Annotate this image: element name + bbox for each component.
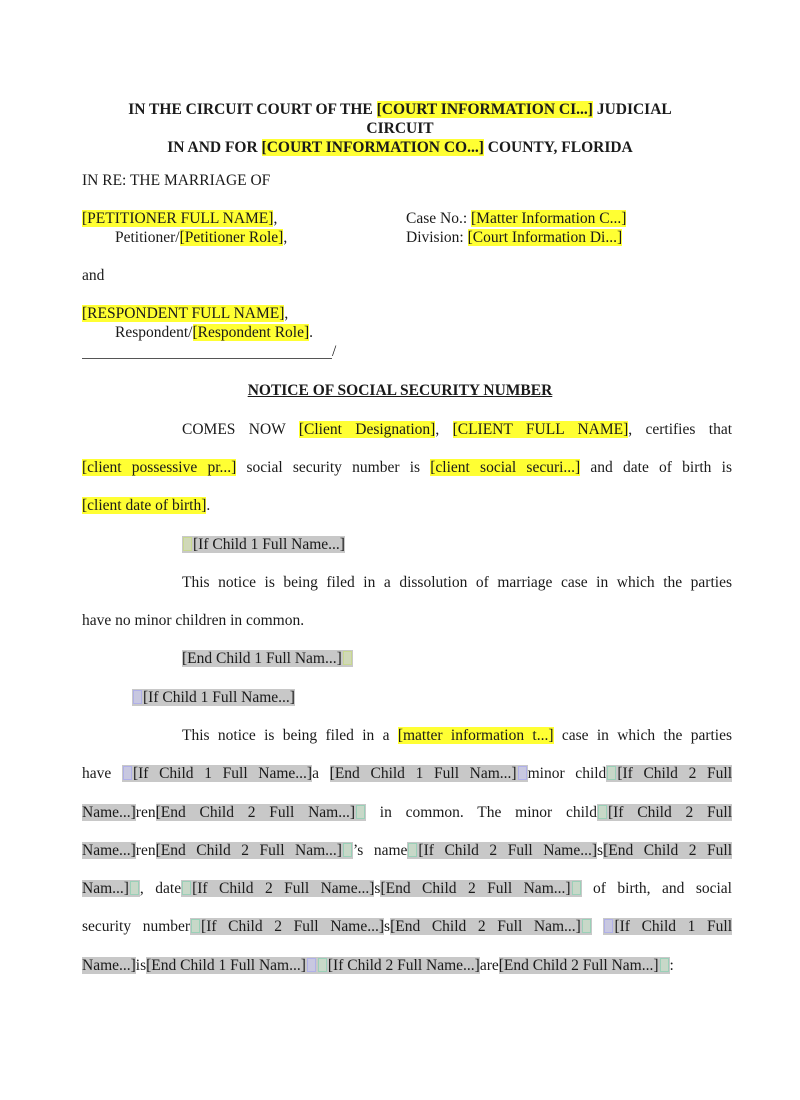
client-full-name-field[interactable]: [CLIENT FULL NAME]: [452, 421, 629, 438]
end-child2-field[interactable]: [390, 918, 592, 935]
field-text: [End Child 1 Full Nam...]: [329, 765, 517, 782]
field-marker-icon: [123, 766, 132, 780]
case-number-label: Case No.:: [406, 210, 472, 227]
matter-type-field[interactable]: [matter information t...]: [397, 727, 554, 744]
body-text: are: [479, 957, 499, 974]
caption-line-3: [0, 139, 800, 157]
field-marker-icon: [660, 958, 669, 972]
end-child2-field[interactable]: [380, 880, 581, 897]
body-text: , certifies that: [628, 421, 732, 438]
case-number-field[interactable]: [Matter Information C...]: [471, 210, 627, 227]
field-text: [If Child 2 Full Name...]: [327, 957, 480, 974]
end-child1-field[interactable]: [146, 957, 317, 974]
if-child1-field-cont[interactable]: Name...]: [82, 957, 136, 974]
end-child2-field[interactable]: [End Child 2 Full: [603, 842, 732, 859]
client-dob-field[interactable]: [client date of birth]: [82, 497, 207, 514]
if-child1-line-b: [132, 689, 295, 707]
field-marker-icon: [408, 843, 417, 857]
if-child2-field[interactable]: [317, 957, 480, 974]
caption-text: IN THE CIRCUIT COURT OF THE: [128, 101, 377, 118]
body-text: s: [374, 880, 381, 897]
if-child2-field-cont[interactable]: Name...]: [82, 842, 136, 859]
end-child2-field[interactable]: [499, 957, 670, 974]
caption-divider: [82, 358, 332, 359]
field-marker-icon: [183, 537, 192, 551]
punctuation: .: [309, 324, 314, 341]
field-text: Nam...]: [82, 880, 129, 897]
if-child1-field[interactable]: [122, 765, 312, 782]
field-marker-icon: [133, 690, 142, 704]
field-marker-icon: [572, 881, 581, 895]
body-text: s: [384, 918, 391, 935]
body-text: minor child: [527, 765, 607, 782]
if-child2-field[interactable]: [606, 765, 732, 782]
field-text: [End Child 2 Full Nam...]: [380, 880, 571, 897]
end-child2-field[interactable]: [156, 842, 353, 859]
body-text: This notice is being filed in a: [182, 727, 398, 744]
para2-line1: This notice is being filed in a dissolution of marriage case in which the parties: [182, 574, 732, 591]
divider-slash: /: [332, 343, 337, 360]
petitioner-role-line: [115, 229, 287, 247]
field-marker-icon: [607, 766, 616, 780]
body-text: s: [597, 842, 604, 859]
para3-line6: [82, 918, 732, 936]
caption-text: JUDICIAL: [592, 101, 672, 118]
field-marker-icon: [318, 958, 327, 972]
para3-line7: [82, 957, 674, 975]
respondent-name-line: [82, 305, 288, 323]
field-marker-icon: [130, 881, 139, 895]
client-designation-field[interactable]: [Client Designation]: [298, 421, 436, 438]
caption-text: COUNTY, FLORIDA: [483, 139, 633, 156]
body-text: ,: [435, 421, 453, 438]
if-child1-line: [182, 536, 345, 554]
if-child2-field[interactable]: [597, 804, 732, 821]
body-text: and date of birth is: [580, 459, 732, 476]
if-child1-field[interactable]: [182, 536, 345, 553]
field-text: [End Child 1 Full Nam...]: [182, 650, 342, 667]
client-possessive-field[interactable]: [client possessive pr...]: [82, 459, 237, 476]
body-text: case in which the parties: [553, 727, 733, 744]
body-text: ’s name: [352, 842, 408, 859]
court-county-field[interactable]: [COURT INFORMATION CO...]: [261, 139, 484, 156]
division-line: [406, 229, 622, 247]
body-text: ren: [135, 804, 156, 821]
end-child2-field-cont[interactable]: [82, 880, 140, 897]
title-text: NOTICE OF SOCIAL SECURITY NUMBER: [247, 382, 553, 399]
para2-line2: have no minor children in common.: [82, 612, 305, 629]
if-child1-field[interactable]: [132, 689, 295, 706]
field-marker-icon: [518, 766, 527, 780]
field-text: [End Child 2 Full Nam...]: [498, 957, 659, 974]
field-marker-icon: [356, 805, 365, 819]
field-marker-icon: [343, 843, 352, 857]
field-text: [If Child 2 Full Name...]: [201, 918, 385, 935]
field-text: [End Child 2 Full Nam...]: [155, 804, 355, 821]
field-marker-icon: [307, 958, 316, 972]
body-text: of birth, and social: [581, 880, 732, 897]
body-text: in common. The minor child: [366, 804, 597, 821]
punctuation: ,: [273, 210, 278, 227]
body-text: a: [312, 765, 330, 782]
field-marker-icon: [191, 919, 200, 933]
caption-line-1: [0, 101, 800, 119]
petitioner-name-field[interactable]: [PETITIONER FULL NAME]: [82, 210, 274, 227]
body-text: .: [206, 497, 211, 514]
field-text: [End Child 2 Full Nam...]: [390, 918, 581, 935]
para1-line3: [82, 497, 210, 515]
body-text: :: [669, 957, 674, 974]
if-child2-field[interactable]: [407, 842, 597, 859]
punctuation: ,: [284, 305, 289, 322]
respondent-name-field[interactable]: [RESPONDENT FULL NAME]: [82, 305, 285, 322]
field-text: [If Child 2 Full: [607, 804, 733, 821]
end-child1-field[interactable]: [330, 765, 528, 782]
caption-line-2: [0, 120, 800, 138]
para3-line3: [82, 804, 732, 822]
field-text: [If Child 2 Full Name...]: [418, 842, 598, 859]
petitioner-role-label: Petitioner/: [115, 229, 180, 246]
field-text: [End Child 2 Full Nam...]: [155, 842, 342, 859]
division-field[interactable]: [Court Information Di...]: [467, 229, 623, 246]
field-marker-icon: [582, 919, 591, 933]
if-child2-field-cont[interactable]: Name...]: [82, 804, 136, 821]
caption-text: CIRCUIT: [366, 120, 434, 137]
field-text: [If Child 1 Full Name...]: [193, 536, 345, 553]
respondent-role-label: Respondent/: [115, 324, 193, 341]
field-marker-icon: [598, 805, 607, 819]
para3-line2: [82, 765, 732, 783]
court-circuit-field[interactable]: [COURT INFORMATION CI...]: [376, 101, 593, 118]
petitioner-name-line: [82, 210, 277, 228]
field-text: [If Child 1 Full Name...]: [132, 765, 313, 782]
field-text: [If Child 1 Full: [614, 918, 733, 935]
para3-line5: [82, 880, 732, 898]
field-text: [If Child 2 Full Name...]: [192, 880, 375, 897]
body-text: COMES NOW: [182, 421, 299, 438]
body-text: have: [82, 765, 122, 782]
respondent-role-line: [115, 324, 313, 342]
petitioner-role-field[interactable]: [Petitioner Role]: [179, 229, 284, 246]
in-re-label: IN RE: THE MARRIAGE OF: [82, 172, 271, 189]
caption-text: IN AND FOR: [167, 139, 262, 156]
field-marker-icon: [343, 651, 352, 665]
para3-line1: [182, 727, 732, 745]
field-marker-icon: [604, 919, 613, 933]
if-child2-field[interactable]: [190, 918, 384, 935]
division-label: Division:: [406, 229, 468, 246]
para1-line1: [182, 421, 732, 439]
body-text: , date: [139, 880, 182, 897]
case-number-line: [406, 210, 626, 228]
punctuation: ,: [283, 229, 288, 246]
end-child2-field[interactable]: [156, 804, 366, 821]
document-title: [0, 382, 800, 400]
para1-line2: [82, 459, 732, 477]
body-text: security number: [82, 918, 191, 935]
field-marker-icon: [182, 881, 191, 895]
if-child2-field[interactable]: [181, 880, 374, 897]
body-text: ren: [135, 842, 156, 859]
field-text: [If Child 2 Full: [617, 765, 733, 782]
field-text: [If Child 1 Full Name...]: [143, 689, 295, 706]
client-ssn-field[interactable]: [client social securi...]: [430, 459, 581, 476]
para3-line4: [82, 842, 732, 860]
and-label: and: [82, 267, 105, 284]
end-child1-line: [182, 650, 353, 668]
body-text: is: [135, 957, 147, 974]
respondent-role-field[interactable]: [Respondent Role]: [192, 324, 310, 341]
field-text: [End Child 1 Full Nam...]: [146, 957, 306, 974]
if-child1-field[interactable]: [603, 918, 732, 935]
body-text: social security number is: [236, 459, 431, 476]
end-child1-field[interactable]: [182, 650, 353, 667]
